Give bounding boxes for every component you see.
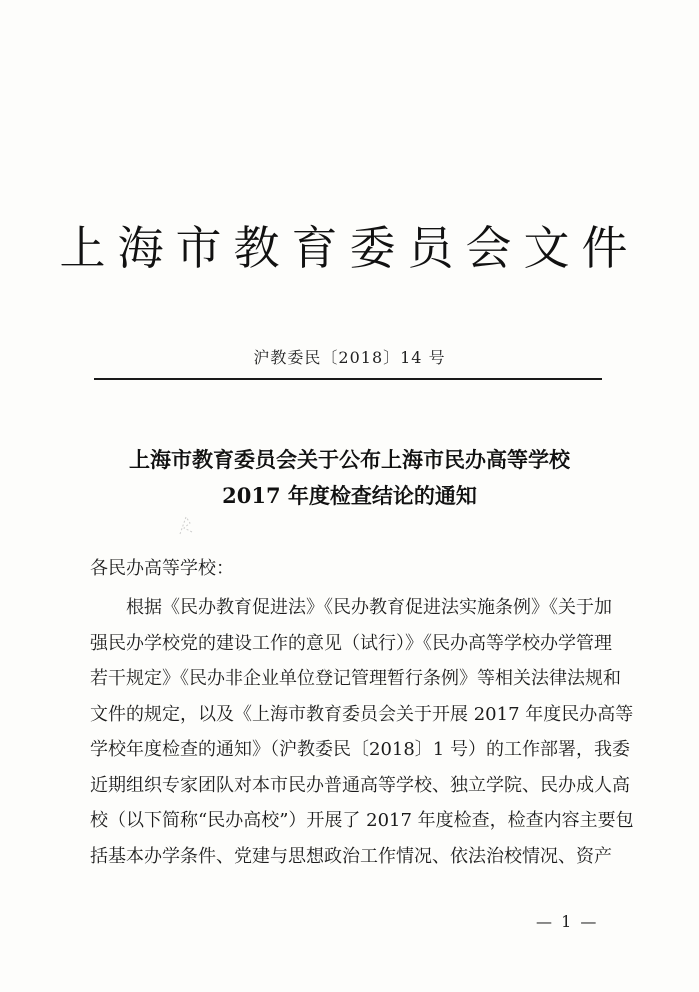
document-number: 沪教委民〔2018〕14 号 xyxy=(253,348,446,367)
body-line-6: 近期组织专家团队对本市民办普通高等学校、独立学院、民办成人高 xyxy=(90,774,630,796)
body-paragraph xyxy=(90,590,634,874)
body-line-1: 根据《民办教育促进法》《民办教育促进法实施条例》《关于加 xyxy=(126,597,612,618)
body-line-3: 若干规定》《民办非企业单位登记管理暂行条例》等相关法律法规和 xyxy=(90,668,621,689)
scan-smudge xyxy=(178,514,194,536)
notice-title-line-1: 上海市教育委员会关于公布上海市民办高等学校 xyxy=(129,447,570,472)
salutation: 各民办高等学校： xyxy=(90,558,234,579)
body-line-7: 校（以下简称“民办高校”）开展了 2017 年度检查，检查内容主要包 xyxy=(90,810,634,831)
page-number: — 1 — xyxy=(536,912,599,931)
body-line-2: 强民办学校党的建设工作的意见（试行）》《民办高等学校办学管理 xyxy=(90,632,612,654)
body-line-5: 学校年度检查的通知》（沪教委民〔2018〕1 号）的工作部署，我委 xyxy=(90,739,630,760)
issuer-header: 上海市教育委员会文件 xyxy=(59,221,640,275)
body-line-4: 文件的规定，以及《上海市教育委员会关于开展 2017 年度民办高等 xyxy=(90,703,634,725)
body-line-8: 括基本办学条件、党建与思想政治工作情况、依法治校情况、资产 xyxy=(90,845,612,867)
header-divider xyxy=(94,378,602,380)
notice-title-line-2: 2017 年度检查结论的通知 xyxy=(222,483,477,508)
notice-title xyxy=(0,442,699,514)
